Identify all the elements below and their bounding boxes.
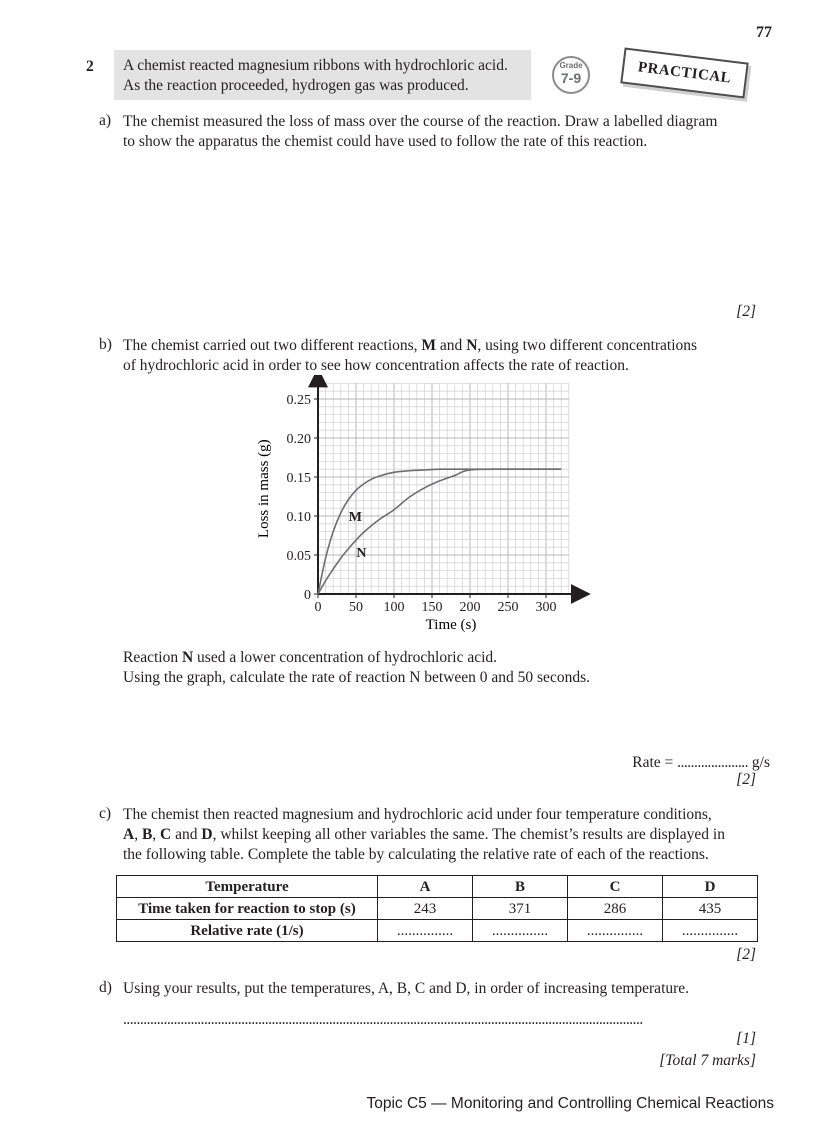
part-c-text [123, 805, 725, 865]
part-b-line-1 [123, 336, 697, 356]
part-b-marks: [2] [736, 771, 756, 788]
grade-label: Grade [559, 61, 583, 70]
table-header-c: C [568, 876, 663, 898]
part-b-text [123, 336, 697, 376]
rate-label: Rate = [632, 754, 678, 771]
part-b-line-1-and: and [436, 337, 467, 354]
time-cell-a: 243 [378, 898, 473, 920]
y-tick-label: 0.05 [286, 549, 311, 564]
part-b-after-line-1 [123, 648, 590, 668]
part-c-marks: [2] [736, 946, 756, 963]
part-a-line-1: The chemist measured the loss of mass over the course of the reaction. Draw a labelled diagram [123, 113, 718, 130]
chart-axes [318, 377, 581, 594]
rate-cell-c[interactable]: ............... [568, 920, 663, 942]
part-c-a-bold: A [123, 826, 135, 843]
part-b-line-1-post: , using two different concentrations [477, 337, 698, 354]
grade-badge [552, 56, 590, 94]
table-header-a: A [378, 876, 473, 898]
x-tick-label: 200 [459, 600, 481, 615]
time-cell-b: 371 [473, 898, 568, 920]
table-row [117, 876, 758, 898]
part-a-line-2: to show the apparatus the chemist could have used to follow the rate of this reaction. [123, 133, 648, 150]
part-c-d-bold: D [201, 826, 213, 843]
part-a-marks: [2] [736, 303, 756, 320]
part-b-after-post: used a lower concentration of hydrochloric acid. [193, 649, 498, 666]
part-b-after-pre: Reaction [123, 649, 182, 666]
part-b-m-bold: M [421, 337, 437, 354]
results-table [116, 875, 758, 942]
part-a-text [123, 112, 717, 152]
rate-row-label: Relative rate (1/s) [117, 920, 378, 942]
part-b-after-line-2: Using the graph, calculate the rate of reaction N between 0 and 50 seconds. [123, 669, 590, 686]
table-header-d: D [663, 876, 758, 898]
series-label-n: N [356, 545, 367, 561]
question-intro [114, 50, 531, 100]
part-b-n-bold: N [466, 337, 478, 354]
table-row [117, 898, 758, 920]
part-d-marks: [1] [736, 1030, 756, 1047]
y-tick-label: 0.25 [286, 393, 311, 408]
table-header-label: Temperature [117, 876, 378, 898]
part-c-line-2-post: , whilst keeping all other variables the same. The chemist’s results are displayed in [212, 826, 725, 843]
rate-answer-field[interactable]: ..................... [677, 754, 749, 771]
intro-line-1: A chemist reacted magnesium ribbons with hydrochloric acid. [123, 57, 508, 74]
rate-unit: g/s [748, 754, 770, 771]
part-b-after-n-bold: N [181, 649, 194, 666]
rate-cell-b[interactable]: ............... [473, 920, 568, 942]
rate-cell-a[interactable]: ............... [378, 920, 473, 942]
part-c-sep-1: , [134, 826, 142, 843]
rate-cell-d[interactable]: ............... [663, 920, 758, 942]
part-c-line-1: The chemist then reacted magnesium and hydrochloric acid under four temperature conditions, [123, 806, 712, 823]
time-cell-c: 286 [568, 898, 663, 920]
part-c-sep-2: , [152, 826, 161, 843]
series-label-m: M [348, 509, 363, 525]
part-c-c-bold: C [160, 826, 172, 843]
question-number: 2 [86, 58, 94, 75]
part-d-answer-field[interactable]: .......................................................................................................................................................... [123, 1011, 643, 1028]
y-tick-label: 0.10 [286, 510, 311, 525]
loss-of-mass-chart [240, 375, 600, 637]
x-tick-label: 300 [535, 600, 557, 615]
y-axis-label: Loss in mass (g) [256, 439, 272, 539]
part-b-line-1-pre: The chemist carried out two different reactions, [123, 337, 422, 354]
time-row-label: Time taken for reaction to stop (s) [117, 898, 378, 920]
x-tick-label: 150 [421, 600, 443, 615]
table-header-b: B [473, 876, 568, 898]
intro-line-2: As the reaction proceeded, hydrogen gas was produced. [123, 77, 469, 94]
part-c-line-2 [123, 825, 725, 845]
rate-answer-line [632, 753, 770, 773]
total-marks: [Total 7 marks] [659, 1052, 756, 1069]
x-tick-label: 100 [383, 600, 405, 615]
time-cell-d: 435 [663, 898, 758, 920]
part-c-label: c) [99, 805, 112, 822]
part-b-label: b) [99, 336, 112, 353]
x-tick-label: 250 [497, 600, 519, 615]
table-row [117, 920, 758, 942]
part-c-and: and [171, 826, 202, 843]
y-tick-label: 0.15 [286, 471, 311, 486]
x-tick-label: 50 [349, 600, 363, 615]
part-c-line-3: the following table. Complete the table by calculating the relative rate of each of the reactions. [123, 846, 709, 863]
practical-stamp: PRACTICAL [620, 48, 748, 99]
x-axis-label: Time (s) [425, 617, 477, 633]
part-b-line-2: of hydrochloric acid in order to see how concentration affects the rate of reaction. [123, 357, 629, 374]
x-tick-label: 0 [314, 600, 322, 615]
part-d-text: Using your results, put the temperatures, A, B, C and D, in order of increasing temperature. [123, 980, 690, 997]
y-tick-label: 0.20 [286, 432, 311, 447]
y-tick-label: 0 [304, 588, 311, 603]
part-c-b-bold: B [141, 826, 153, 843]
part-d-label: d) [99, 979, 112, 996]
part-b-after [123, 648, 590, 688]
chart-grid [318, 383, 569, 594]
page-footer: Topic C5 — Monitoring and Controlling Chemical Reactions [366, 1095, 774, 1112]
grade-value: 7-9 [560, 70, 582, 86]
page-number: 77 [756, 24, 772, 41]
part-a-label: a) [99, 112, 112, 129]
